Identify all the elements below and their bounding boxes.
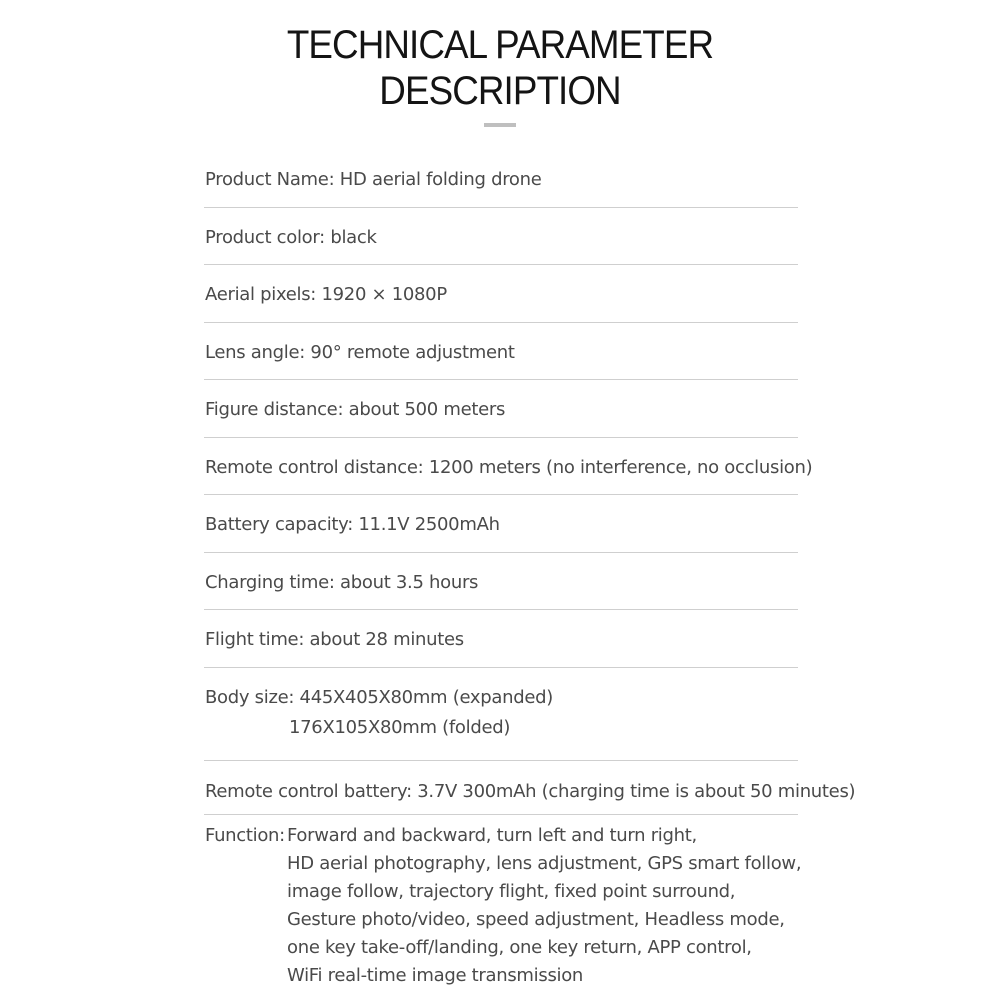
spec-text: Product Name: HD aerial folding drone [205,169,542,190]
page-title-line-1: TECHNICAL PARAMETER [286,23,714,67]
spec-row-figure-distance [204,380,798,438]
spec-text: Charging time: about 3.5 hours [205,571,479,593]
spec-row-function [204,815,802,990]
page-title-line-2: DESCRIPTION [379,69,621,113]
spec-text-continuation: 176X105X80mm (folded) [289,716,511,738]
spec-row-remote-distance [204,438,813,496]
spec-row-remote-battery [204,761,856,815]
spec-row-lens-angle [204,323,798,381]
function-line: image follow, trajectory flight, fixed point surround, [287,880,736,902]
function-line: Forward and backward, turn left and turn right, [287,824,697,846]
spec-text: Figure distance: about 500 meters [205,399,506,420]
spec-row-charging-time [204,553,798,611]
function-label: Function: [205,824,285,846]
function-line: HD aerial photography, lens adjustment, GPS smart follow, [287,852,802,874]
spec-list [204,150,856,990]
function-line: WiFi real-time image transmission [287,964,584,986]
spec-text: Remote control distance: 1200 meters (no interference, no occlusion) [205,456,813,478]
spec-text: Lens angle: 90° remote adjustment [205,341,515,363]
spec-text: Product color: black [205,226,377,248]
title-underline [484,123,516,127]
spec-row-product-color [204,208,798,266]
page-header [0,22,1000,127]
function-line: one key take-off/landing, one key return, APP control, [287,936,752,958]
spec-text: Flight time: about 28 minutes [205,629,464,650]
spec-text: Remote control battery: 3.7V 300mAh (charging time is about 50 minutes) [205,780,856,802]
spec-row-battery-capacity [204,495,798,553]
spec-text: Body size: 445X405X80mm (expanded) [205,686,553,708]
spec-row-body-size [204,668,798,761]
spec-row-flight-time [204,610,798,668]
spec-text: Aerial pixels: 1920 × 1080P [205,284,447,305]
function-list [287,822,801,990]
spec-row-aerial-pixels [204,265,798,323]
spec-row-product-name [204,150,798,208]
spec-text: Battery capacity: 11.1V 2500mAh [205,514,500,535]
function-line: Gesture photo/video, speed adjustment, Headless mode, [287,908,785,930]
